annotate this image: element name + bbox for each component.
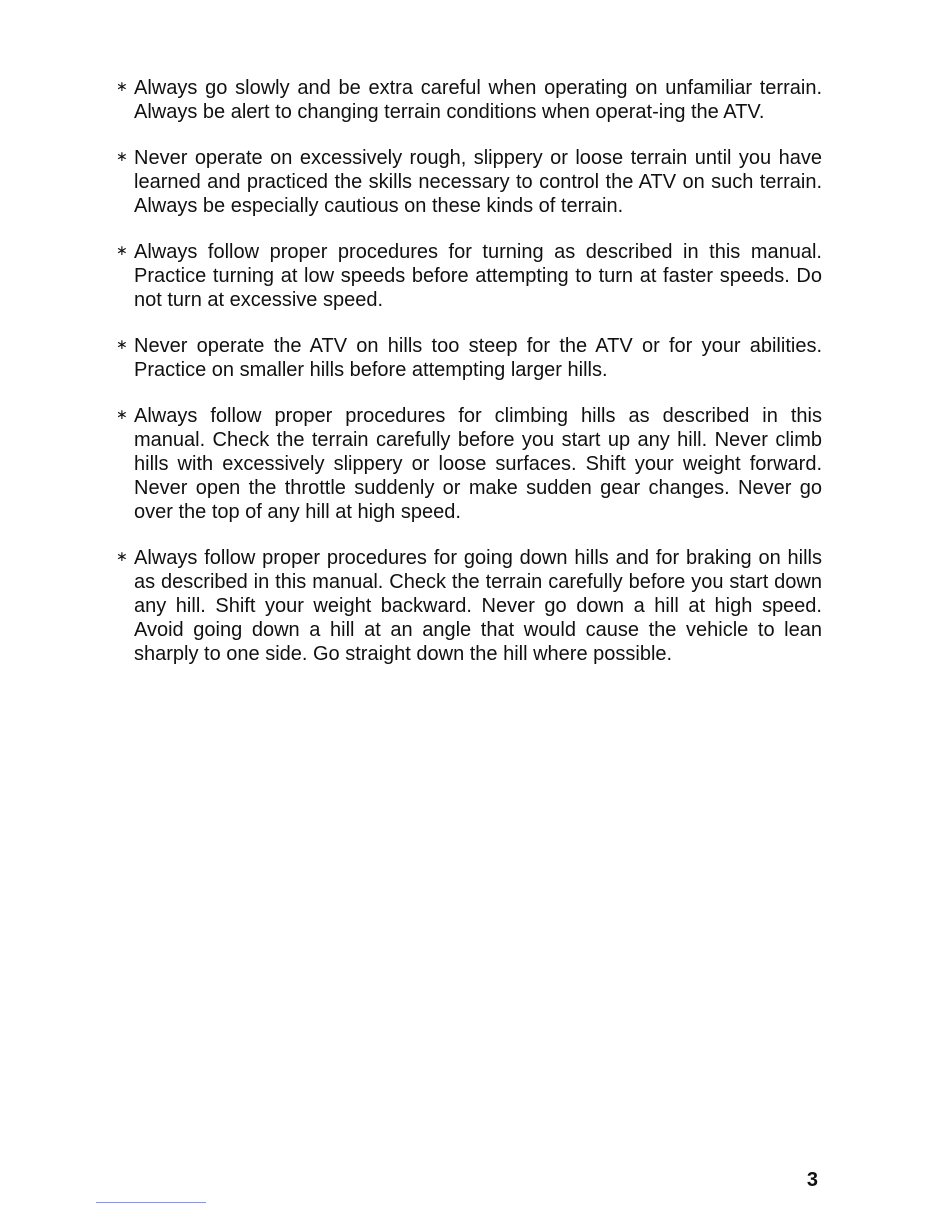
bullet-asterisk-icon: ∗: [116, 242, 128, 258]
bullet-item-turning: [116, 240, 822, 312]
bullet-item-unfamiliar-terrain: [116, 76, 822, 124]
bullet-item-rough-terrain: [116, 146, 822, 218]
bullet-asterisk-icon: ∗: [116, 406, 128, 422]
bullet-item-steep-hills: [116, 334, 822, 382]
bullet-asterisk-icon: ∗: [116, 336, 128, 352]
bullet-text: Always follow proper procedures for going down hills and for braking on hills as described in this manual. Check the terrain carefully before you start down any hill. Shift your weight backward. Never go down a hill at high speed. Avoid going down a hill at an angle that would cause the vehicle to lean sharply to one side. Go straight down the hill where possible.: [134, 547, 822, 665]
safety-bullet-list: [116, 76, 822, 688]
bullet-text: Always go slowly and be extra careful when operating on unfamiliar terrain. Always be alert to changing terrain conditions when operat-ing the ATV.: [134, 77, 822, 123]
bullet-asterisk-icon: ∗: [116, 548, 128, 564]
bullet-asterisk-icon: ∗: [116, 148, 128, 164]
bullet-text: Always follow proper procedures for turning as described in this manual. Practice turning at low speeds before attempting to turn at faster speeds. Do not turn at excessive speed.: [134, 241, 822, 311]
bullet-item-climbing-hills: [116, 404, 822, 524]
bullet-text: Always follow proper procedures for climbing hills as described in this manual. Check the terrain carefully before you start up any hill. Never climb hills with excessively slippery or loose surfaces. Shift your weight forward. Never open the throttle suddenly or make sudden gear changes. Never go over the top of any hill at high speed.: [134, 405, 822, 523]
footer-rule: [96, 1202, 206, 1203]
page-number: 3: [806, 1169, 818, 1191]
bullet-text: Never operate on excessively rough, slippery or loose terrain until you have learned and practiced the skills necessary to control the ATV on such terrain. Always be especially cautious on these kinds of terrain.: [134, 147, 822, 217]
bullet-text: Never operate the ATV on hills too steep for the ATV or for your abilities. Practice on smaller hills before attempting larger hills.: [134, 335, 822, 381]
bullet-asterisk-icon: ∗: [116, 78, 128, 94]
bullet-item-descending-hills: [116, 546, 822, 666]
